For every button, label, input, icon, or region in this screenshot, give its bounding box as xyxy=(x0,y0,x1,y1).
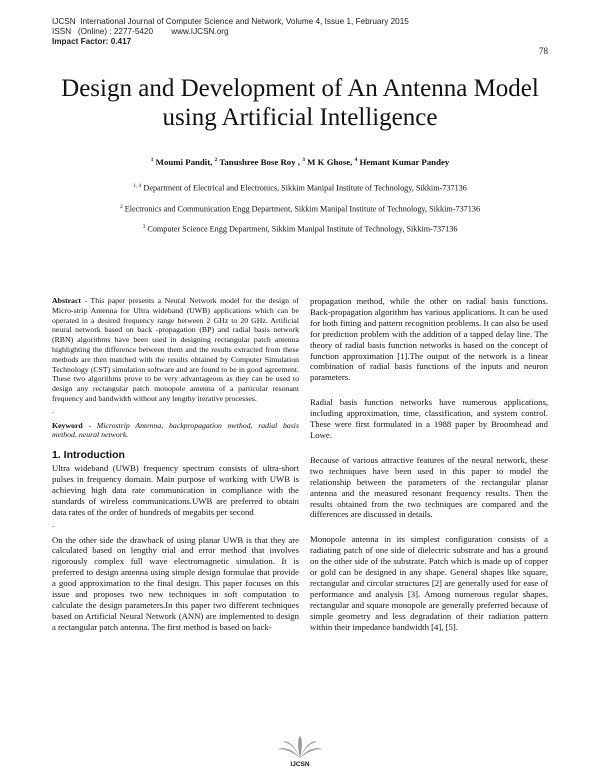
author-4: Hemant Kumar Pandey xyxy=(357,157,450,167)
affiliation-2-text: Electronics and Communication Engg Department, Sikkim Manipal Institute of Technology, Sikkim-737136 xyxy=(122,204,481,214)
right-column xyxy=(310,296,548,642)
author-list xyxy=(40,157,560,167)
affiliation-2-index: 2 xyxy=(119,204,123,210)
abstract-label: Abstract xyxy=(52,296,82,305)
title-line1: Design and Development of An Antenna Model xyxy=(61,75,539,102)
right-paragraph-4: Monopole antenna in its simplest configuration consists of a radiating patch of one side of dielectric substrate and has a ground on the other side of the substrate. Patch which is made up of copper or gold can be designed in any shape. General shapes like square, rectangular and circular structures [2] are generally used for ease of performance and analysis [3]. Among numerous regular shapes, rectangular and square monopole are generally preferred because of simple geometry and less degradation of their radiation pattern within their impedance bandwidth [4], [5]. xyxy=(310,534,548,632)
author-1: Moumi Pandit, xyxy=(153,157,215,167)
affiliation-1-index: 1, 4 xyxy=(133,183,142,189)
paper-title xyxy=(40,74,560,132)
affiliation-3-text: Computer Science Engg Department, Sikkim Manipal Institute of Technology, Sikkim-737136 xyxy=(145,224,458,234)
affiliation-2 xyxy=(40,204,560,214)
affiliation-1-text: Department of Electrical and Electronics, Sikkim Manipal Institute of Technology, Sikkim-737136 xyxy=(141,183,467,193)
intro-paragraph-2: On the other side the drawback of using planar UWB is that they are calculated based on lengthy trial and error method that involves rigorously complex full wave electromagnetic simulation. It is preferred to design antenna using simple design formulae that provide a good approximation to the final design. This paper focuses on this issue and proposes two new techniques in soft computation to calculate the design parameters.In this paper two different techniques based on Artificial Neural Network (ANN) are implemented to design a rectangular patch antenna. The first method is based on back- xyxy=(52,534,299,632)
journal-header-line1: IJCSN International Journal of Computer Science and Network, Volume 4, Issue 1, February 2015 xyxy=(52,17,409,26)
author-1-index: 1 xyxy=(150,157,154,164)
right-paragraph-2: Radial basis function networks have numerous applications, including approximation, time, classification, and system control. These were first formulated in a 1988 paper by Broomhead and Lowe. xyxy=(310,397,548,440)
ijcsn-logo-icon xyxy=(270,734,330,762)
footer-logo-text: IJCSN xyxy=(290,761,310,768)
left-column xyxy=(52,296,299,643)
keywords-label: Keyword xyxy=(52,420,83,430)
author-4-index: 4 xyxy=(354,157,358,164)
section-heading-introduction: 1. Introduction xyxy=(52,449,125,462)
right-paragraph-3: Because of various attractive features of the neural network, these two techniques have been used in this paper to model the relationship between the parameters of the rectangular planar antenna and the measured resonant frequency results. Then the results obtained from the two techniques are compared and the differences are discussed in details. xyxy=(310,454,548,520)
intro-paragraph-1: Ultra wideband (UWB) frequency spectrum consists of ultra-short pulses in frequency domain. Main purpose of working with UWB is achieving high data rate communication in compliance with the standards of wireless communications.UWB are preferred to obtain data rates of the order of hundreds of megabits per second xyxy=(52,463,299,517)
affiliation-1 xyxy=(40,183,560,193)
author-2-index: 2 xyxy=(214,157,218,164)
right-paragraph-1: propagation method, while the other on radial basis functions. Back-propagation algorithm has various applications. It can be used for both fitting and pattern recognition problems. It can also be used for prediction problem with the addition of a tapped delay line. The theory of radial basis function networks is based on the concept of function approximation [1].The output of the network is a linear combination of radial basis functions of the inputs and neuron parameters. xyxy=(310,296,548,383)
keywords xyxy=(52,421,299,441)
keywords-text: - Microstrip Antenna, backpropagation method, radial basis method, neural network. xyxy=(52,420,299,440)
abstract-text: - This paper presents a Neural Network model for the design of Micro-strip Antenna for Ultra wideband (UWB) applications which can be operated in a desired frequency range between 2 GHz to 20 GHz. Artificial neural network based on back -propagation (BP) and radial basis network (RBN) algorithms have been used in designing rectangular patch antenna highlighting the difference between them and the results extracted from these methods are then matched with the results obtained by Computer Simulation Technology (CST) simulation software and are found to be in good agreement. These two algorithms prove to be very advantageous as they can be used to design any rectangular patch monopole antenna of a particular resonant frequency and bandwidth without any lengthy iterative processes. xyxy=(52,296,299,403)
author-3: M K Ghose, xyxy=(304,157,355,167)
title-line2: using Artificial Intelligence xyxy=(162,104,438,131)
intro-paragraph-1-dot: . xyxy=(52,518,55,529)
affiliation-3 xyxy=(40,224,560,234)
author-2: Tanushree Bose Roy , xyxy=(217,157,303,167)
impact-factor: Impact Factor: 0.417 xyxy=(52,37,132,46)
affiliation-3-index: 3 xyxy=(142,224,146,230)
abstract xyxy=(52,296,299,404)
journal-header-line2: ISSN (Online) : 2277-5420 www.IJCSN.org xyxy=(52,27,229,36)
abstract-dot: . xyxy=(52,405,54,415)
page-number: 78 xyxy=(539,46,548,56)
author-3-index: 3 xyxy=(302,157,305,164)
